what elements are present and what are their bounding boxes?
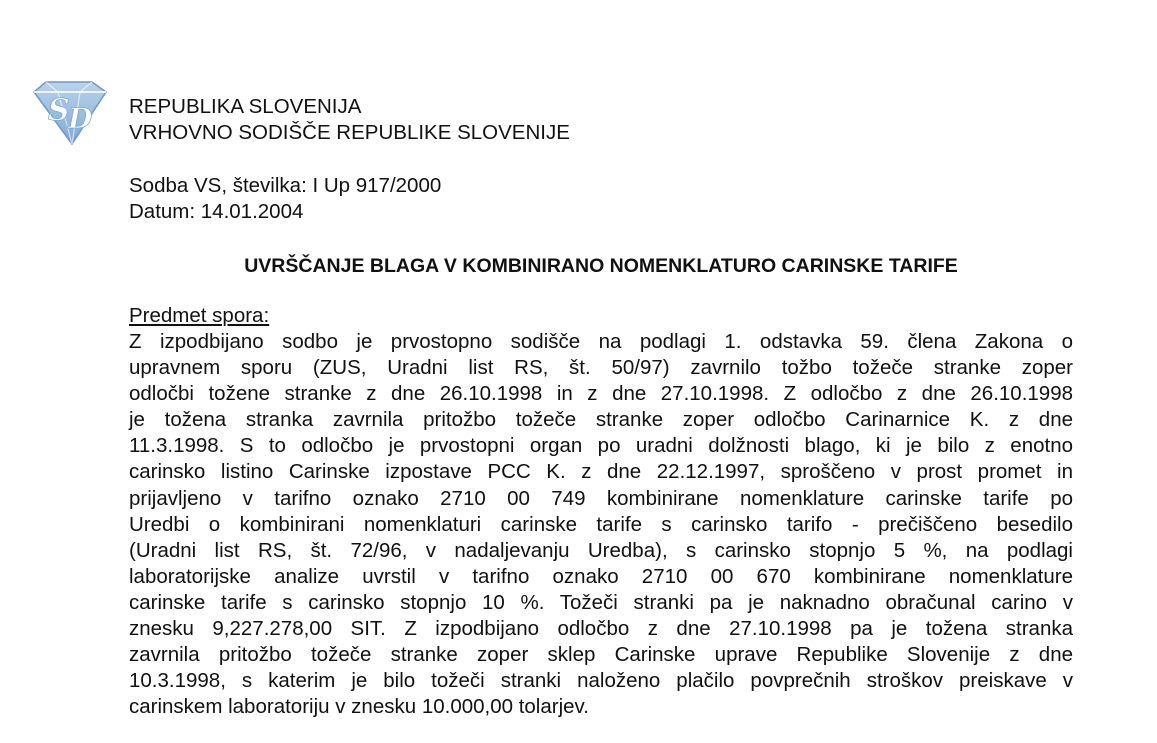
body-line: znesku 9,227.278,00 SIT. Z izpodbijano odločbo z dne 27.10.1998 pa je tožena stranka (129, 617, 1073, 641)
body-line: upravnem sporu (ZUS, Uradni list RS, št. 50/97) zavrnilo tožbo tožeče stranke zoper (129, 356, 1073, 380)
body-line: zavrnila pritožbo tožeče stranke zoper sklep Carinske uprave Republike Slovenije z dne (129, 643, 1073, 667)
body-line: je tožena stranka zavrnila pritožbo tožeče stranke zoper odločbo Carinarnice K. z dne (129, 408, 1073, 432)
body-line: odločbi tožene stranke z dne 26.10.1998 in z dne 27.10.1998. Z odločbo z dne 26.10.1998 (129, 382, 1073, 406)
case-number: Sodba VS, številka: I Up 917/2000 (129, 174, 442, 197)
section-heading: Predmet spora: (129, 304, 270, 327)
section-body (129, 329, 1073, 720)
svg-text:S: S (48, 93, 70, 128)
document-title: UVRŠČANJE BLAGA V KOMBINIRANO NOMENKLATURO CARINSKE TARIFE (244, 255, 958, 277)
body-line: (Uradni list RS, št. 72/96, v nadaljevanju Uredba), s carinsko stopnjo 5 %, na podlagi (129, 538, 1073, 562)
svg-text:D: D (68, 102, 93, 135)
court-name: VRHOVNO SODIŠČE REPUBLIKE SLOVENIJE (129, 121, 570, 144)
case-date: Datum: 14.01.2004 (129, 200, 304, 223)
body-line: carinske tarife s carinsko stopnjo 10 %. Tožeči stranki pa je naknadno obračunal carino v (129, 590, 1073, 614)
republic-name: REPUBLIKA SLOVENIJA (129, 95, 362, 118)
document-header (129, 94, 570, 146)
case-meta (129, 173, 441, 225)
body-line: Z izpodbijano sodbo je prvostopno sodišče na podlagi 1. odstavka 59. člena Zakona o (129, 330, 1073, 353)
court-logo-icon (28, 78, 110, 150)
body-line: carinskem laboratoriju v znesku 10.000,00 tolarjev. (129, 695, 589, 719)
body-line: laboratorijske analize uvrstil v tarifno oznako 2710 00 670 kombinirane nomenklature (129, 564, 1073, 588)
body-line: 10.3.1998, s katerim je bilo tožeči stranki naloženo plačilo povprečnih stroškov preiskave v (129, 669, 1073, 693)
body-line: carinsko listino Carinske izpostave PCC K. z dne 22.12.1997, sproščeno v prost promet in (129, 460, 1073, 484)
body-line: 11.3.1998. S to odločbo je prvostopni organ po uradni dolžnosti blago, ki je bilo z enotno (129, 434, 1073, 458)
body-line: Uredbi o kombinirani nomenklaturi carinske tarife s carinsko tarifo - prečiščeno besedilo (129, 512, 1073, 536)
body-line: prijavljeno v tarifno oznako 2710 00 749 kombinirane nomenklature carinske tarife po (129, 486, 1073, 510)
